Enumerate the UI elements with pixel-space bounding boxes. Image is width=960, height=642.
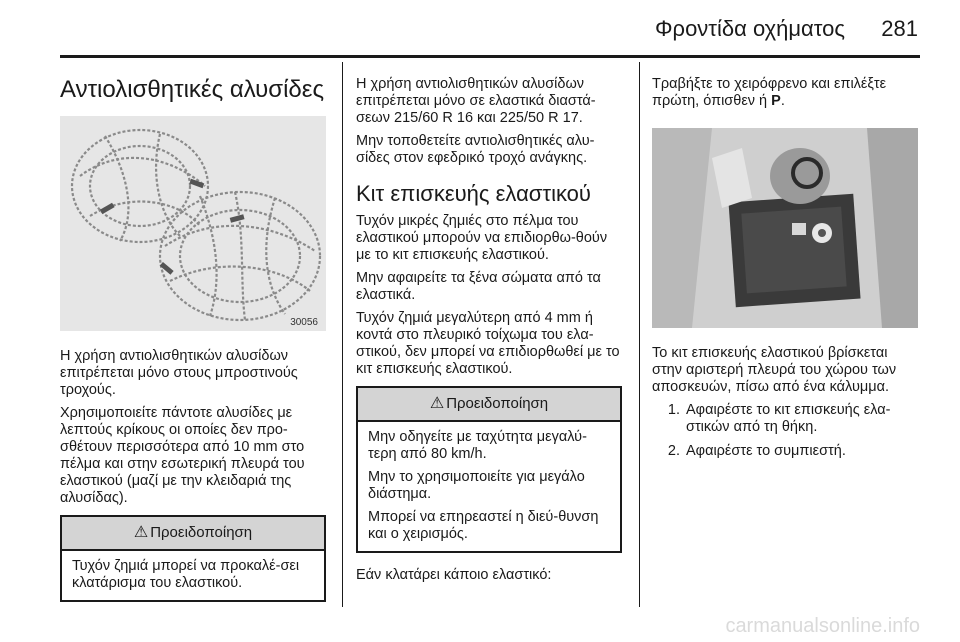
- list-item: 1. Αφαιρέστε το κιτ επισκευής ελα-στικών από τη θήκη.: [667, 402, 891, 435]
- figure-label: 30056: [290, 317, 318, 328]
- warning-title: Προειδοποίηση: [446, 395, 549, 412]
- trunk-repair-kit-photo: [652, 128, 918, 328]
- warning-body: [62, 551, 324, 600]
- header-divider: [60, 55, 920, 58]
- snow-chains-illustration: [60, 116, 326, 331]
- watermark: carmanualsonline.info: [725, 615, 920, 637]
- column-divider-1: [342, 62, 343, 607]
- warning-box: [60, 515, 326, 602]
- list-item: 2. Αφαιρέστε το συμπιεστή.: [667, 443, 846, 459]
- column-3: [652, 62, 918, 467]
- page-number: 281: [881, 16, 918, 41]
- warning-body: [358, 422, 620, 551]
- warning-triangle-icon: ⚠: [133, 524, 149, 541]
- paragraph: Τυχόν μικρές ζημιές στο πέλμα του ελαστικού μπορούν να επιδιορθω-θούν με το κιτ επισκευής ελαστικού.: [356, 213, 608, 263]
- intro-paragraph: Τραβήξτε το χειρόφρενο και επιλέξτε πρώτη, όπισθεν ή P.: [652, 76, 887, 109]
- tyre-repair-kit-heading: Κιτ επισκευής ελαστικού: [356, 181, 591, 206]
- column-2: [356, 62, 622, 590]
- paragraph: Η χρήση αντιολισθητικών αλυσίδων επιτρέπεται μόνο στους μπροστινούς τροχούς.: [60, 348, 298, 398]
- warning-header: [62, 517, 324, 551]
- warning-title: Προειδοποίηση: [150, 524, 253, 541]
- steps-list: [652, 402, 918, 460]
- warning-text: Μην οδηγείτε με ταχύτητα μεγαλύ-τερη από 80 km/h.: [368, 429, 587, 462]
- paragraph: Τυχόν ζημιά μεγαλύτερη από 4 mm ή κοντά στο πλευρικό τοίχωμα του ελα-στικού, δεν μπορεί να επιδιορθωθεί με το κιτ επισκευής ελαστικού.: [356, 310, 620, 377]
- warning-text: Μην το χρησιμοποιείτε για μεγάλο διάστημα.: [368, 469, 585, 502]
- paragraph: Χρησιμοποιείτε πάντοτε αλυσίδες με λεπτούς κρίκους οι οποίες δεν προ-σθέτουν περισσότερα από 10 mm στο πέλμα και στην εσωτερική πλευρά του ελαστικού (μαζί με την κλειδαριά της αλυσίδας).: [60, 405, 305, 506]
- warning-header: [358, 388, 620, 422]
- warning-text: Μπορεί να επηρεαστεί η διεύ-θυνση και ο χειρισμός.: [368, 509, 599, 542]
- paragraph: Μην τοποθετείτε αντιολισθητικές αλυ-σίδες στον εφεδρικό τροχό ανάγκης.: [356, 133, 595, 166]
- warning-text: Τυχόν ζημιά μπορεί να προκαλέ-σει κλατάρισμα του ελαστικού.: [72, 558, 300, 591]
- warning-box: [356, 386, 622, 553]
- paragraph: Εάν κλατάρει κάποιο ελαστικό:: [356, 567, 552, 583]
- header-title: Φροντίδα οχήματος: [655, 16, 845, 41]
- snow-chains-heading: Αντιολισθητικές αλυσίδες: [60, 76, 325, 103]
- column-divider-2: [639, 62, 640, 607]
- warning-triangle-icon: ⚠: [429, 395, 445, 412]
- column-1: [60, 62, 326, 612]
- paragraph: Το κιτ επισκευής ελαστικού βρίσκεται στην αριστερή πλευρά του χώρου των αποσκευών, πίσω από ένα κάλυμμα.: [652, 345, 897, 395]
- paragraph: Μην αφαιρείτε τα ξένα σώματα από τα ελαστικά.: [356, 270, 601, 303]
- paragraph: Η χρήση αντιολισθητικών αλυσίδων επιτρέπεται μόνο σε ελαστικά διαστά-σεων 215/60 R 16 και 225/50 R 17.: [356, 76, 596, 126]
